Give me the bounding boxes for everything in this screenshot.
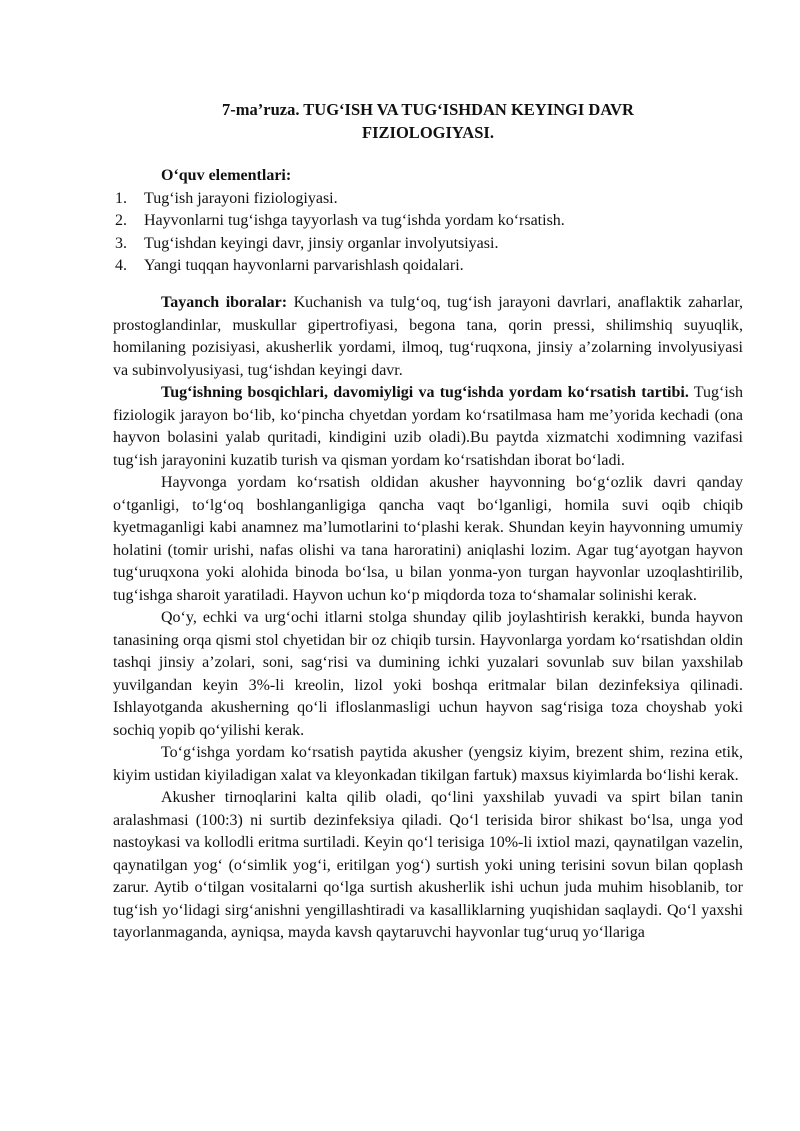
list-item-text: Yangi tuqqan hayvonlarni parvarishlash qoidalari.: [144, 257, 464, 274]
list-item-number: 2.: [115, 212, 127, 229]
key-terms-paragraph: [113, 292, 743, 382]
key-terms-label: Tayanch iboralar:: [161, 294, 288, 311]
body-paragraph: To‘g‘ishga yordam ko‘rsatish paytida akusher (yengsiz kiyim, brezent shim, rezina etik, kiyim ustidan kiyiladigan xalat va kleyonkadan tikilgan fartuk) maxsus kiyimlarda bo‘lishi kerak.: [113, 744, 743, 784]
key-terms-text: Kuchanish va tulg‘oq, tug‘ish jarayoni davrlari, anaflaktik zaharlar, prostoglandinlar, muskullar gipertrofiyasi, begona tana, qorin pressi, shilimshiq suyuqlik, homilaning pozisiyasi, akusherlik yordami, ilmoq, tug‘ruqxona, jinsiy a’zolarning involyusiyasi va subinvolyusiyasi, tug‘ishdan keyingi davr.: [113, 294, 744, 379]
study-elements: [113, 165, 743, 278]
study-elements-list: [113, 188, 743, 278]
body-paragraph: Akusher tirnoqlarini kalta qilib oladi, qo‘lini yaxshilab yuvadi va spirt bilan tanin aralashmasi (100:3) ni surtib dezinfeksiya qiladi. Qo‘l terisida biror shikast bo‘lsa, unga yod nastoykasi va kollodli eritma surtiladi. Keyin qo‘l terisiga 10%-li ixtiol mazi, qaynatilgan vazelin, qaynatilgan yog‘ (o‘simlik yog‘i, eritilgan yog‘) surtish yoki uning terisini sovun bilan qoplash zarur. Aytib o‘tilgan vositalarni qo‘lga surtish akusherlik ishi uchun juda muhim hisoblanib, tor tug‘ish yo‘lidagi sirg‘anishni yengillashtiradi va kasalliklarning yuqishidan saqlaydi. Qo‘l yaxshi tayorlanmaganda, ayniqsa, mayda kavsh qaytaruvchi hayvonlar tug‘uruq yo‘llariga: [113, 789, 743, 941]
list-item: [113, 188, 743, 211]
title-line-2: FIZIOLOGIYASI.: [362, 122, 494, 142]
body-paragraph: Qo‘y, echki va urg‘ochi itlarni stolga shunday qilib joylashtirish kerakki, bunda hayvon tanasining orqa qismi stol chyetidan bir oz chiqib tursin. Hayvonlarga yordam ko‘rsatishdan oldin tashqi jinsiy a’zolari, soni, sag‘risi va dumining ichki yuzalari sovunlab suv bilan yaxshilab yuvilgandan keyin 3%-li kreolin, lizol yoki boshqa eritmalar bilan dezinfeksiya qilinadi. Ishlayotganda akusherning qo‘li ifloslanmasligi uchun hayvon sag‘risiga toza choyshab yoki sochiq yopib qo‘yilishi kerak.: [113, 609, 743, 739]
study-elements-heading: O‘quv elementlari:: [161, 167, 292, 184]
body-paragraph: Hayvonga yordam ko‘rsatish oldidan akusher hayvonning bo‘g‘ozlik davri qanday o‘tganligi, to‘lg‘oq boshlanganligiga qancha vaqt bo‘lganligi, homila suvi oqib chiqib kyetmaganligi kabi anamnez ma’lumotlarini to‘plashi kerak. Shundan keyin hayvonning umumiy holatini (tomir urishi, nafas olishi va tana haroratini) aniqlashi lozim. Agar tug‘ayotgan hayvon tug‘uruqxona yoki alohida binoda bo‘lsa, u bilan yonma-yon turgan hayvonlar uzoqlashtirilib, tug‘ishga sharoit yaratiladi. Hayvon uchun ko‘p miqdorda toza to‘shamalar solinishi kerak.: [113, 474, 743, 604]
list-item: [113, 255, 743, 278]
list-item-number: 4.: [115, 257, 127, 274]
section-paragraph: [113, 382, 743, 472]
lecture-title: [113, 99, 743, 144]
list-item-text: Tug‘ishdan keyingi davr, jinsiy organlar involyutsiyasi.: [144, 234, 499, 252]
title-line-1: 7-ma’ruza. TUG‘ISH VA TUG‘ISHDAN KEYINGI DAVR: [222, 100, 634, 119]
list-item-number: 1.: [115, 189, 127, 207]
section-text: Tug‘ish fiziologik jarayon bo‘lib, ko‘pincha chyetdan yordam ko‘rsatilmasa ham me’yorida kechadi (ona hayvon bolasini yalab quritadi, kindigini uzib oladi).Bu paytda xizmatchi xodimning vazifasi tug‘ish jarayonini kuzatib turish va qisman yordam ko‘rsatishdan iborat bo‘ladi.: [113, 384, 744, 469]
document-body: [113, 292, 743, 945]
section-heading: Tug‘ishning bosqichlari, davomiyligi va tug‘ishda yordam ko‘rsatish tartibi.: [161, 384, 689, 401]
list-item: [113, 210, 743, 233]
list-item: [113, 233, 743, 256]
list-item-text: Tug‘ish jarayoni fiziologiyasi.: [144, 189, 338, 207]
list-item-text: Hayvonlarni tug‘ishga tayyorlash va tug‘ishda yordam ko‘rsatish.: [144, 212, 565, 229]
list-item-number: 3.: [115, 234, 127, 252]
